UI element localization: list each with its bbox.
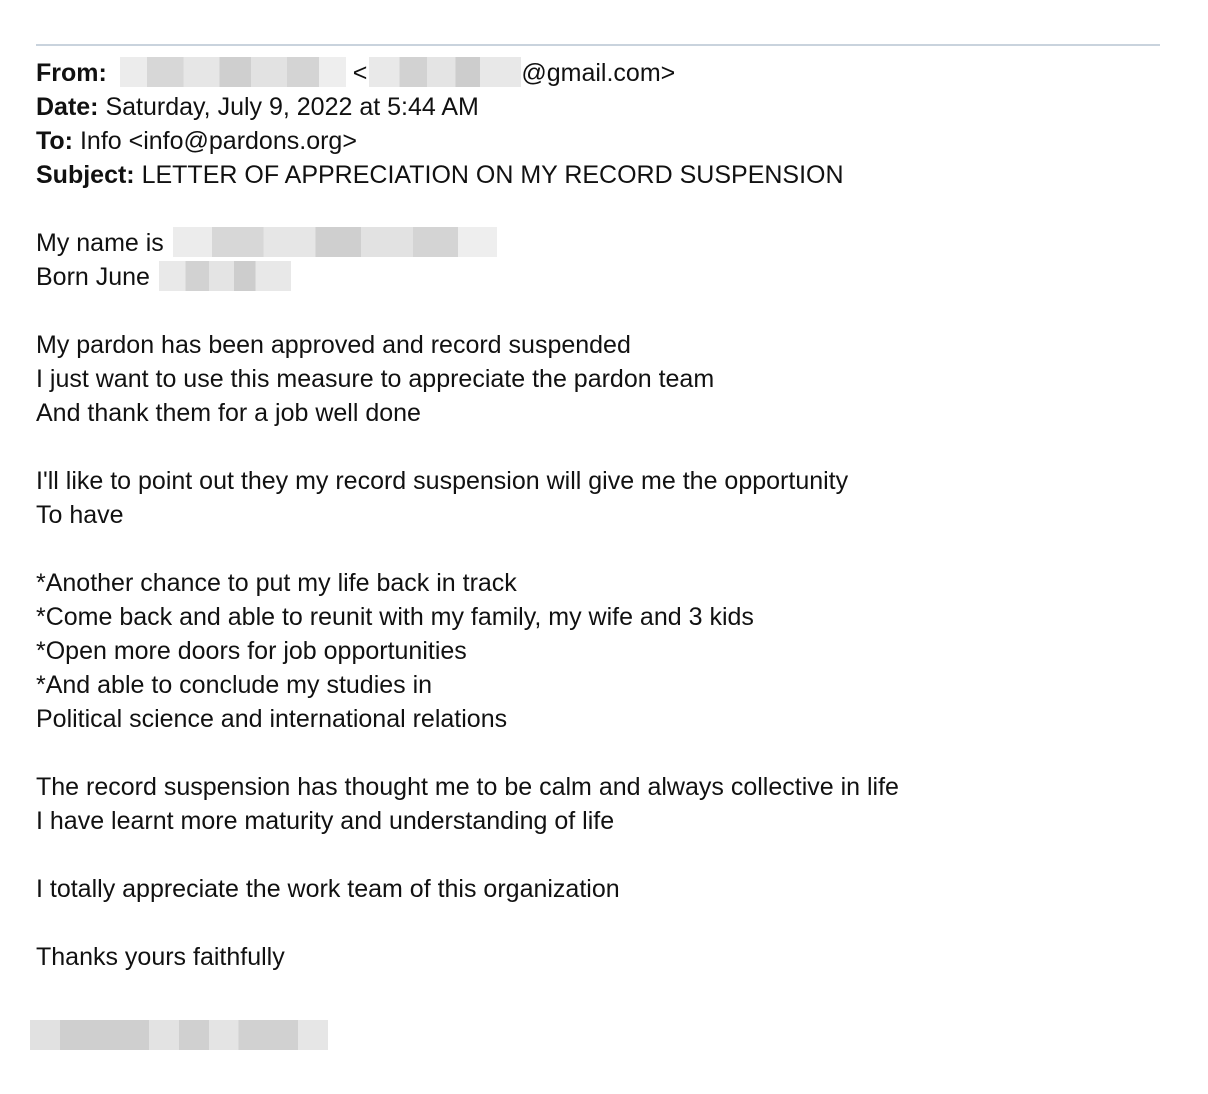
born-prefix: Born June <box>36 263 150 291</box>
body-line: I'll like to point out they my record suspension will give me the opportunity <box>36 467 849 495</box>
body-line: And thank them for a job well done <box>36 399 421 427</box>
subject-label: Subject: <box>36 161 135 189</box>
date-label: Date: <box>36 93 99 121</box>
redacted-sender-email-user <box>369 57 521 87</box>
subject-value: LETTER OF APPRECIATION ON MY RECORD SUSPENSION <box>141 161 844 189</box>
header-divider <box>36 44 1160 46</box>
body-line: The record suspension has thought me to be calm and always collective in life <box>36 773 899 801</box>
to-value: Info <info@pardons.org> <box>79 127 357 155</box>
email-message <box>36 44 1160 974</box>
body-line: To have <box>36 501 124 529</box>
to-line <box>36 124 1160 158</box>
redacted-birth-date <box>159 261 291 291</box>
name-prefix: My name is <box>36 229 164 257</box>
subject-line <box>36 158 1160 192</box>
closing-line: Thanks yours faithfully <box>36 943 285 971</box>
redacted-sender-name <box>120 57 346 87</box>
date-value: Saturday, July 9, 2022 at 5:44 AM <box>105 93 479 121</box>
body-line: Political science and international relations <box>36 705 508 733</box>
redacted-signature <box>30 1020 328 1050</box>
list-item: *Come back and able to reunit with my family, my wife and 3 kids <box>36 603 754 631</box>
from-email-domain: @gmail.com> <box>521 59 676 87</box>
date-line <box>36 90 1160 124</box>
list-item: *Open more doors for job opportunities <box>36 637 467 665</box>
body-line: I have learnt more maturity and understanding of life <box>36 807 615 835</box>
name-line <box>36 226 1160 260</box>
from-label: From: <box>36 59 107 87</box>
body-line: I totally appreciate the work team of this organization <box>36 875 620 903</box>
list-item: *Another chance to put my life back in track <box>36 569 517 597</box>
born-line <box>36 260 1160 294</box>
from-line <box>36 56 1160 90</box>
to-label: To: <box>36 127 74 155</box>
from-open-bracket: < <box>352 59 368 87</box>
body-line: My pardon has been approved and record suspended <box>36 331 631 359</box>
redacted-full-name <box>173 227 497 257</box>
body-line: I just want to use this measure to appreciate the pardon team <box>36 365 715 393</box>
list-item: *And able to conclude my studies in <box>36 671 433 699</box>
